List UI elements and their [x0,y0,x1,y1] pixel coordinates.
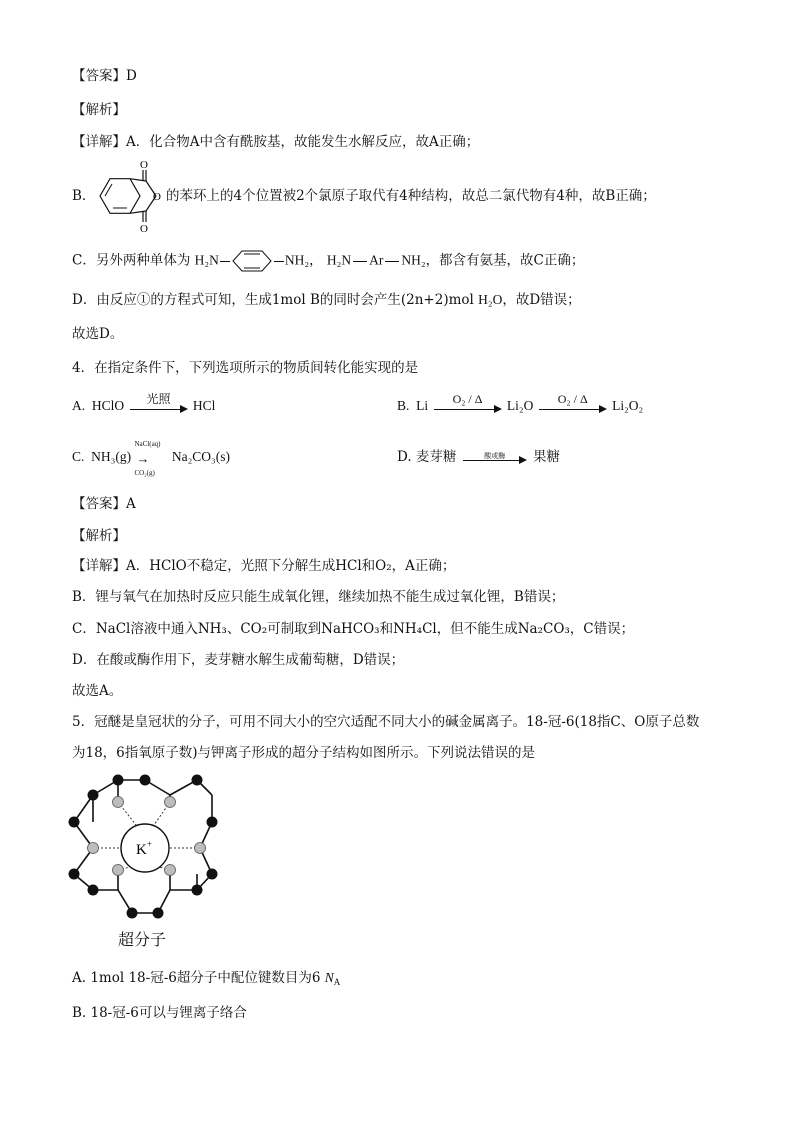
arrow-condition: 光照 [146,391,171,406]
reaction-arrow: NaCl(aq) → CO₂(g) [134,448,168,468]
q4-detail-d: D．在酸或酶作用下，麦芽糖水解生成葡萄糖，D错误； [72,652,405,668]
q4-answer-line [72,494,136,514]
q4-detail-a [72,556,455,576]
line-d-pre: D．由反应①的方程式可知，生成1mol B的同时会产生(2n+2)mol [72,292,474,308]
q3-analysis-tag: 【解析】 [72,102,126,118]
option-a-label: A. [72,398,86,413]
q3-line-d [72,290,581,310]
q3-line-b-prefix: B． [72,188,96,204]
answer-tag: 【答案】 [72,68,126,84]
answer-value: D [126,68,137,84]
q4-option-b [397,391,644,416]
option-a-product: HCl [192,398,216,413]
q4-option-d [397,447,560,467]
arrow-condition: 酸或酶 [484,451,506,460]
reaction-arrow [434,391,502,415]
oxygen-bottom-label: O [140,223,148,235]
q4-stem: 4．在指定条件下，下列选项所示的物质间转化能实现的是 [72,360,419,376]
option-b-intermediate: Li₂O [506,398,534,413]
benzene-ring-icon [231,249,273,273]
q3-answer-line [72,66,137,86]
q3-detail-a [72,132,479,152]
oxygen-top-label: O [140,159,148,171]
option-c-reactant: NH₃(g) [91,449,132,464]
q4-analysis-tag: 【解析】 [72,528,126,544]
option-d-product: 果糖 [533,449,561,465]
option-c-label: C. [72,449,85,464]
q4-detail-c: C．NaCl溶液中通入NH₃、CO₂可制取到NaHCO₃和NH₄Cl，但不能生成Na₂CO₃，C错误； [72,621,635,637]
arrow-condition: O₂ / Δ [557,391,588,406]
figure-caption: 超分子 [118,930,167,949]
arrow-condition-bottom: CO₂(g) [134,468,155,477]
q4-option-c [72,439,230,477]
reaction-arrow [463,450,527,466]
q5-option-b: B. 18-冠-6可以与锂离子络合 [72,1005,247,1021]
q4-detail-b: B．锂与氧气在加热时反应只能生成氧化锂，继续加热不能生成过氧化锂，B错误； [72,589,565,605]
option-b-label: B. [397,398,410,413]
potassium-ion-label: K+ [136,839,152,858]
detail-tag: 【详解】 [72,134,126,150]
option-c-product: Na₂CO₃(s) [171,449,230,464]
nh2-label: NH₂ [284,252,310,268]
option-a-reactant: HClO [91,398,125,413]
h2n-label-2: H₂N [326,252,352,268]
line-d-post: ，故D错误； [502,292,581,308]
detail-tag: 【详解】 [72,558,126,574]
line-c-suffix: ，都含有氨基，故C正确； [425,252,585,269]
line-c-prefix: C．另外两种单体为 [72,252,191,269]
q3-line-c: C．另外两种单体为 H₂N NH₂， H₂N Ar NH₂，都含有氨基，故C正确； [72,249,584,273]
arrow-condition-top: NaCl(aq) [134,439,161,448]
q3-conclusion: 故选D。 [72,326,124,342]
option-b-product: Li₂O₂ [612,398,644,413]
q5-stem-line2: 为18，6指氧原子数)与钾离子形成的超分子结构如图所示。下列说法错误的是 [72,745,536,761]
answer-value: A [126,496,136,512]
reaction-arrow [539,391,607,415]
crown-ether-supramolecule-figure [66,770,236,930]
q5-option-a [72,968,340,992]
svg-text:O: O [153,191,161,203]
water-formula: H₂O [478,292,503,307]
option-a-text: A. 1mol 18-冠-6超分子中配位键数目为6 [72,970,321,986]
option-b-reactant: Li [416,398,429,413]
q3-line-b-text: 的苯环上的4个位置被2个氯原子取代有4种结构，故总二氯代物有4种，故B正确； [166,188,656,204]
answer-tag: 【答案】 [72,496,126,512]
q4-option-a [72,391,216,416]
q4-conclusion: 故选A。 [72,683,123,699]
h2n-label: H₂N [194,252,219,268]
avogadro-subscript: A [333,977,341,987]
avogadro-symbol: N [324,970,334,985]
phthalic-anhydride-structure [92,156,170,236]
nh2-label-2: NH₂ [401,252,426,268]
ar-label: Ar [369,252,384,268]
arrow-condition: O₂ / Δ [452,391,483,406]
detail-text: A．HClO不稳定，光照下分解生成HCl和O₂，A正确； [126,558,456,574]
reaction-arrow [130,391,188,415]
q5-stem-line1: 5．冠醚是皇冠状的分子，可用不同大小的空穴适配不同大小的碱金属离子。18-冠-6(18指C、O原子总数 [72,714,700,730]
option-d-label: D. 麦芽糖 [397,449,457,465]
detail-text: A．化合物A中含有酰胺基，故能发生水解反应，故A正确； [126,134,480,150]
